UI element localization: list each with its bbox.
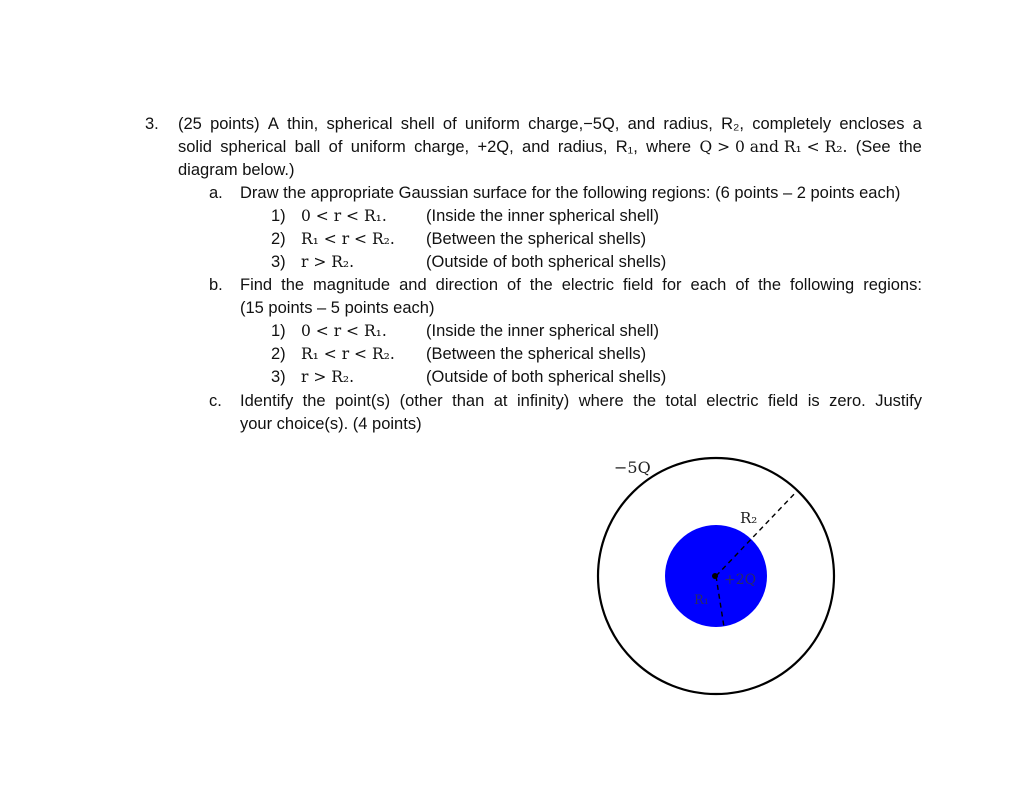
word: where: [578, 392, 624, 410]
part-a-region-1-num: 1): [271, 207, 286, 225]
center-point: [712, 573, 718, 579]
word: where: [646, 138, 692, 156]
part-b-region-3-desc: (Outside of both spherical shells): [426, 368, 667, 386]
word: following: [790, 276, 855, 294]
charge-diagram: [588, 452, 844, 702]
part-b-region-1-num: 1): [271, 322, 286, 340]
word: (other: [399, 392, 443, 410]
word: points): [210, 115, 260, 133]
part-b-region-2-desc: (Between the spherical shells): [426, 345, 647, 363]
word: and: [399, 276, 427, 294]
part-b-region-2-expr: R₁ < r < R₂.: [301, 345, 395, 363]
word: radius,: [663, 115, 713, 133]
word: Find: [240, 276, 273, 294]
word: the: [281, 276, 305, 294]
word: thin,: [287, 115, 319, 133]
word: field: [767, 392, 799, 410]
word: completely: [752, 115, 832, 133]
part-a-text: Draw the appropriate Gaussian surface for the following regions: (6 points – 2 points each): [240, 184, 901, 202]
word: spherical: [326, 115, 393, 133]
part-b-region-1-expr: 0 < r < R₁.: [301, 322, 387, 340]
word: of: [328, 138, 343, 156]
part-b-text-2: (15 points – 5 points each): [240, 299, 435, 317]
intro-line-3: diagram below.): [178, 161, 295, 179]
part-a-region-2-expr: R₁ < r < R₂.: [301, 230, 395, 248]
word: each: [690, 276, 727, 294]
part-a-region-3-num: 3): [271, 253, 286, 271]
part-a-region-2-desc: (Between the spherical shells): [426, 230, 647, 248]
word: spherical: [220, 138, 287, 156]
word: of: [735, 276, 750, 294]
word: the: [898, 138, 922, 156]
word: and: [522, 138, 550, 156]
part-c-text-1: [240, 391, 922, 411]
part-a-region-1-desc: (Inside the inner spherical shell): [426, 207, 659, 225]
word: direction: [435, 276, 499, 294]
inner-charge-label: +2Q: [724, 572, 757, 588]
part-b-region-3-num: 3): [271, 368, 286, 386]
part-b-region-2-num: 2): [271, 345, 286, 363]
word: (See: [855, 138, 891, 156]
part-c-text-2: your choice(s). (4 points): [240, 415, 422, 433]
word: A: [267, 115, 279, 133]
word: the: [633, 392, 657, 410]
word: Q > 0 and R₁ < R₂.: [699, 138, 848, 156]
word: uniform: [464, 115, 520, 133]
word: of: [507, 276, 521, 294]
word: than: [452, 392, 485, 410]
word: point(s): [335, 392, 391, 410]
word: uniform: [350, 138, 406, 156]
part-b-text-1: [240, 275, 922, 295]
part-c-letter: c.: [209, 392, 222, 410]
word: electric: [706, 392, 759, 410]
word: total: [665, 392, 697, 410]
word: R₂,: [721, 115, 745, 133]
word: at: [493, 392, 508, 410]
word: solid: [178, 138, 212, 156]
word: R₁,: [615, 138, 638, 156]
intro-line-1: [178, 114, 922, 134]
word: charge,: [414, 138, 470, 156]
part-a-letter: a.: [209, 184, 223, 202]
part-b-region-1-desc: (Inside the inner spherical shell): [426, 322, 659, 340]
word: the: [758, 276, 782, 294]
part-b-letter: b.: [209, 276, 223, 294]
word: charge,−5Q,: [528, 115, 620, 133]
word: (25: [178, 115, 202, 133]
word: ball: [294, 138, 321, 156]
word: Justify: [875, 392, 922, 410]
word: of: [442, 115, 457, 133]
word: electric: [561, 276, 614, 294]
part-a-region-3-desc: (Outside of both spherical shells): [426, 253, 667, 271]
word: is: [807, 392, 820, 410]
word: +2Q,: [477, 138, 514, 156]
word: radius,: [557, 138, 608, 156]
word: infinity): [516, 392, 570, 410]
problem-number: 3.: [145, 115, 159, 133]
part-a-region-3-expr: r > R₂.: [301, 253, 355, 271]
word: encloses: [839, 115, 905, 133]
outer-charge-label: −5Q: [614, 458, 651, 477]
word: a: [912, 115, 922, 133]
word: magnitude: [313, 276, 391, 294]
part-a-region-1-expr: 0 < r < R₁.: [301, 207, 387, 225]
part-a-region-2-num: 2): [271, 230, 286, 248]
word: the: [302, 392, 326, 410]
part-b-region-3-expr: r > R₂.: [301, 368, 355, 386]
inner-radius-label: R₁: [694, 593, 709, 608]
word: shell: [400, 115, 435, 133]
word: regions:: [863, 276, 922, 294]
outer-radius-label: R₂: [740, 509, 758, 527]
word: field: [622, 276, 654, 294]
word: and: [627, 115, 656, 133]
word: Identify: [240, 392, 294, 410]
word: the: [529, 276, 553, 294]
word: zero.: [829, 392, 866, 410]
intro-line-2: [178, 137, 922, 157]
word: for: [662, 276, 682, 294]
